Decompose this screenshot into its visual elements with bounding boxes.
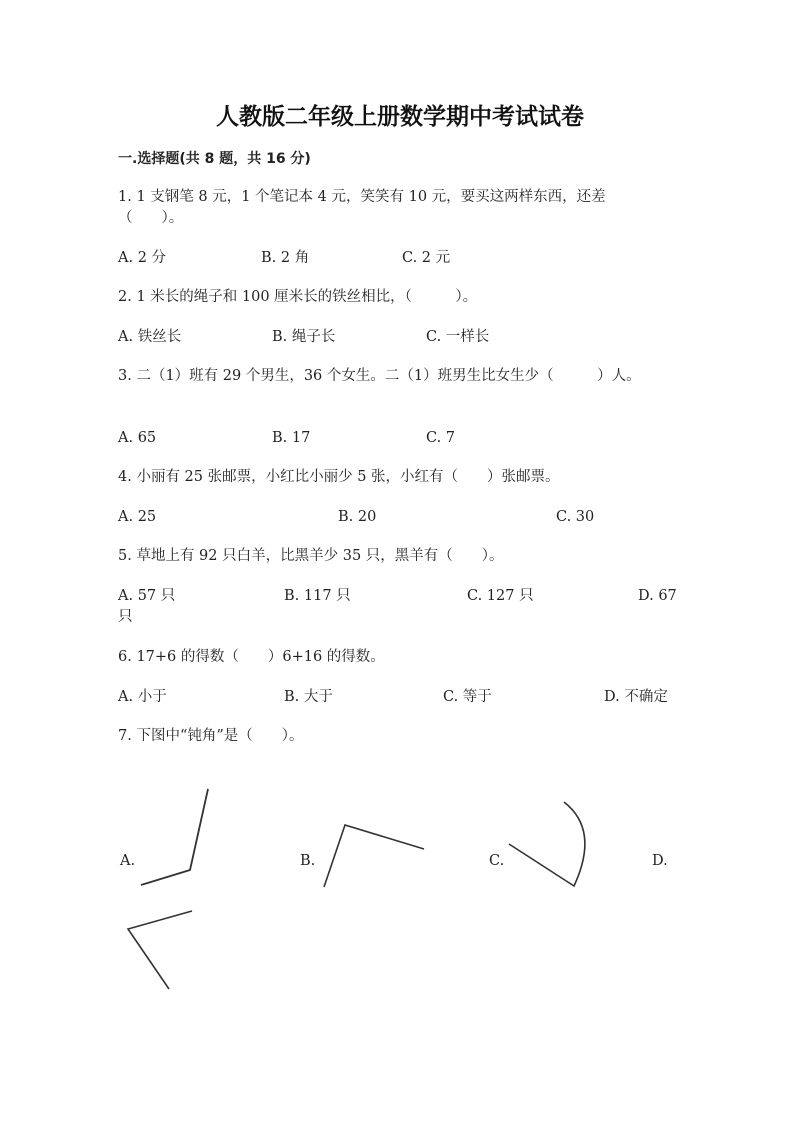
question-1-option-b: B. 2 角 [261,250,310,266]
angle-c-figure [509,802,585,886]
question-3-option-a: A. 65 [118,430,157,446]
question-3-stem: 3. 二（1）班有 29 个男生，36 个女生。二（1）班男生比女生少（ ）人。 [118,368,641,384]
question-5-stem: 5. 草地上有 92 只白羊，比黑羊少 35 只，黑羊有（ ）。 [118,548,504,564]
question-6-option-d: D. 不确定 [604,689,668,705]
angle-b-figure [324,825,424,887]
question-6-stem: 6. 17+6 的得数（ ）6+16 的得数。 [118,649,385,665]
question-7-option-d: D. [652,853,668,869]
question-7-option-c: C. [489,853,505,869]
question-6-option-a: A. 小于 [118,689,167,705]
question-5-option-d-cont: 只 [118,609,133,625]
question-5-option-c: C. 127 只 [467,588,534,604]
question-2-option-a: A. 铁丝长 [118,329,182,345]
question-4-option-c: C. 30 [556,509,595,525]
question-7-option-a: A. [120,853,136,869]
question-1-stem: 1. 1 支钢笔 8 元，1 个笔记本 4 元，笑笑有 10 元，要买这两样东西，还差 [118,189,606,205]
question-6-option-c: C. 等于 [443,689,492,705]
question-3-option-c: C. 7 [426,430,456,446]
question-7-option-b: B. [300,853,316,869]
question-5-option-b: B. 117 只 [284,588,351,604]
question-2-option-c: C. 一样长 [426,329,490,345]
question-5-option-a: A. 57 只 [118,588,176,604]
question-6-option-b: B. 大于 [284,689,333,705]
question-4-option-a: A. 25 [118,509,157,525]
question-2-option-b: B. 绳子长 [272,329,336,345]
question-7-stem: 7. 下图中“钝角”是（ ）。 [118,728,304,744]
question-1-stem-cont: （ ）。 [118,210,184,226]
question-2-stem: 2. 1 米长的绳子和 100 厘米长的铁丝相比，（ ）。 [118,289,478,305]
question-1-option-a: A. 2 分 [118,250,167,266]
question-4-stem: 4. 小丽有 25 张邮票，小红比小丽少 5 张，小红有（ ）张邮票。 [118,469,560,485]
question-4-option-b: B. 20 [338,509,377,525]
question-3-option-b: B. 17 [272,430,311,446]
question-1-option-c: C. 2 元 [402,250,451,266]
angle-a-figure [141,789,208,885]
question-5-option-d: D. 67 [638,588,677,604]
exam-title: 人教版二年级上册数学期中考试试卷 [216,104,584,130]
angle-d-figure [128,911,192,989]
section-heading: 一.选择题(共 8 题，共 16 分) [118,151,311,167]
